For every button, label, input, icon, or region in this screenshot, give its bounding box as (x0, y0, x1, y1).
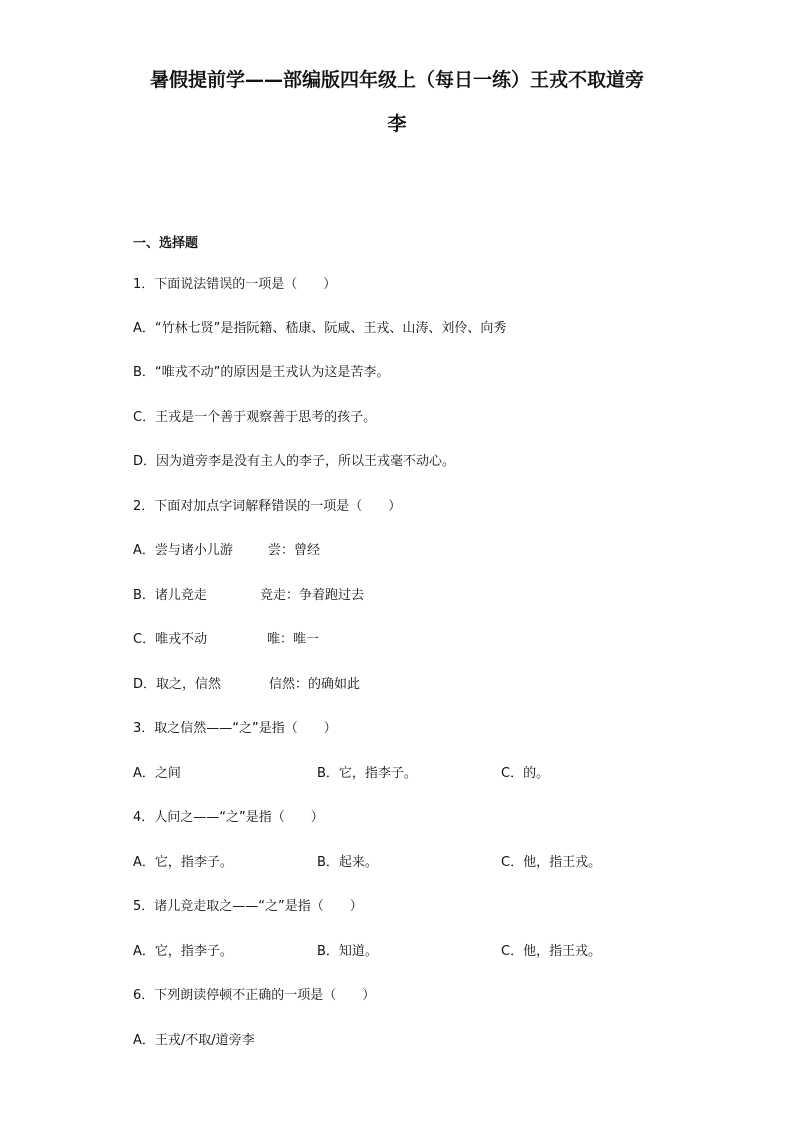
question-1-stem: 1．下面说法错误的一项是（ ） (133, 277, 337, 292)
question-4-option-a: A．它，指李子。 (133, 855, 233, 870)
question-2-option-c-definition: 唯：唯一 (267, 632, 320, 647)
question-5-option-a: A．它，指李子。 (133, 944, 233, 959)
question-5-option-c: C．他，指王戎。 (501, 944, 602, 959)
question-3-option-a: A．之间 (133, 766, 181, 781)
question-2-option-b: B．诸儿竞走 (133, 588, 207, 603)
section-heading: 一、选择题 (133, 236, 199, 251)
question-6-stem: 6．下列朗读停顿不正确的一项是（ ） (133, 988, 376, 1003)
question-3-stem: 3．取之信然——“之”是指（ ） (133, 721, 337, 736)
question-5-option-b: B．知道。 (317, 944, 378, 959)
question-2-option-c: C．唯戎不动 (133, 632, 208, 647)
question-1-option-c: C．王戎是一个善于观察善于思考的孩子。 (133, 410, 377, 425)
question-1-option-d: D．因为道旁李是没有主人的李子，所以王戎毫不动心。 (133, 454, 456, 469)
question-3-option-b: B．它，指李子。 (317, 766, 417, 781)
question-2-stem: 2．下面对加点字词解释错误的一项是（ ） (133, 499, 402, 514)
question-5-stem: 5．诸儿竞走取之——“之”是指（ ） (133, 899, 363, 914)
question-3-option-c: C．的。 (501, 766, 550, 781)
question-1-option-b: B．“唯戎不动”的原因是王戎认为这是苦李。 (133, 365, 390, 380)
question-4-option-c: C．他，指王戎。 (501, 855, 602, 870)
question-4-option-b: B．起来。 (317, 855, 378, 870)
question-6-option-a: A．王戎/不取/道旁李 (133, 1033, 255, 1048)
question-2-option-d-definition: 信然：的确如此 (269, 677, 361, 692)
document-title-continued: 李 (387, 113, 407, 135)
question-1-option-a: A．“竹林七贤”是指阮籍、嵇康、阮咸、王戎、山涛、刘伶、向秀 (133, 321, 507, 336)
question-2-option-a-definition: 尝：曾经 (268, 543, 321, 558)
question-2-option-b-definition: 竞走：争着跑过去 (260, 588, 365, 603)
document-title: 暑假提前学——部编版四年级上（每日一练）王戎不取道旁 (149, 69, 644, 91)
question-2-option-d: D．取之，信然 (133, 677, 222, 692)
question-2-option-a: A．尝与诸小儿游 (133, 543, 233, 558)
question-4-stem: 4．人问之——“之”是指（ ） (133, 810, 324, 825)
